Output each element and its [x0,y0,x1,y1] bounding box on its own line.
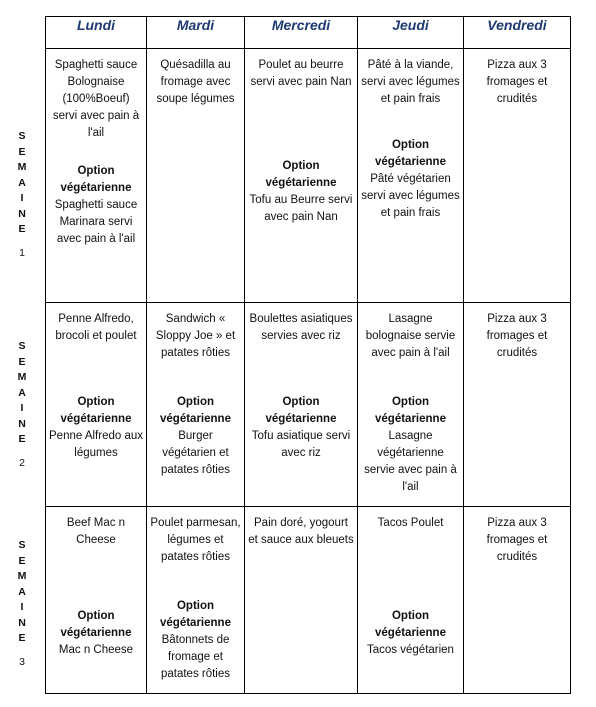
meal-main: Beef Mac n Cheese [66,517,126,546]
meal-main: Quésadilla au fromage avec soupe légumes [156,59,235,105]
week-label-letter: S [18,130,26,142]
meal-main: Pain doré, yogourt et sauce aux bleuets [248,517,354,546]
week-label-letter: E [18,223,26,235]
week-label-letter: E [18,433,26,445]
vegetarian-option [46,394,146,462]
vegetarian-option [245,158,357,226]
menu-cell-mercredi [245,507,358,694]
meal-main: Penne Alfredo, brocoli et poulet [55,313,137,342]
meal-main: Poulet au beurre servi avec pain Nan [250,59,352,88]
vegetarian-option-meal: Mac n Cheese [58,644,134,656]
vegetarian-option-title: Option végétarienne [375,139,446,168]
meal-main: Pâté à la viande, servi avec légumes et pain frais [361,59,460,105]
meal-main: Poulet parmesan, légumes et patates rôties [150,517,241,563]
week-label-letter: M [17,161,27,173]
vegetarian-option-title: Option végétarienne [375,610,446,639]
week-label-letter: A [18,386,26,399]
week-label-letter: E [18,554,26,567]
vegetarian-option-title: Option végétarienne [265,160,337,189]
vegetarian-option-meal: Spaghetti sauce Marinara servi avec pain à l'ail [54,199,138,245]
week-label-letter: E [18,632,26,644]
day-header-vendredi: Vendredi [464,17,571,49]
week-label-letter: A [18,176,26,189]
vegetarian-option-title: Option végétarienne [375,396,446,425]
vegetarian-option-meal: Bâtonnets de fromage et patates rôties [160,634,231,680]
week-label-letter: M [17,371,27,383]
vegetarian-option-meal: Lasagne végétarienne servie avec pain à l'ail [364,430,457,493]
week-row [46,303,571,507]
menu-cell-vendredi [464,507,571,694]
vegetarian-option-meal: Penne Alfredo aux légumes [49,430,143,459]
meal-main: Pizza aux 3 fromages et crudités [486,59,548,105]
week-label-letter: M [17,570,27,582]
vegetarian-option [245,394,357,462]
week-label-letter: I [20,402,24,414]
week-label-letter: N [18,207,26,220]
week-row [46,49,571,303]
day-header-lundi: Lundi [46,17,147,49]
meal-main: Lasagne bolognaise servie avec pain à l'ail [365,313,456,359]
vegetarian-option-title: Option végétarienne [160,396,231,425]
menu-cell-mardi [147,49,245,303]
week-label-letter: N [18,417,26,430]
week-label-letter: I [20,192,24,204]
menu-cell-lundi [46,507,147,694]
day-header-mardi: Mardi [147,17,245,49]
vegetarian-option-meal: Tofu asiatique servi avec riz [251,430,351,459]
week-row [46,507,571,694]
week-label-2 [10,339,34,471]
menu-cell-jeudi [358,303,464,507]
vegetarian-option-title: Option végétarienne [60,396,132,425]
vegetarian-option [147,394,244,479]
vegetarian-option-title: Option végétarienne [160,600,231,629]
vegetarian-option-meal: Pâté végétarien servi avec légumes et pain frais [361,173,460,219]
menu-table [45,16,571,694]
vegetarian-option [358,608,463,659]
menu-cell-jeudi [358,507,464,694]
menu-cell-lundi [46,49,147,303]
vegetarian-option-meal: Burger végétarien et patates rôties [160,430,231,476]
vegetarian-option [46,608,146,659]
menu-cell-vendredi [464,49,571,303]
week-label-letter: N [18,616,26,629]
vegetarian-option [358,137,463,222]
week-label-letter: A [18,585,26,598]
week-label-letter: I [20,601,24,613]
meal-main: Spaghetti sauce Bolognaise (100%Boeuf) servi avec pain à l'ail [52,59,140,139]
meal-main: Pizza aux 3 fromages et crudités [486,517,548,563]
menu-cell-mardi [147,303,245,507]
week-label-letter: E [18,355,26,368]
meal-main: Pizza aux 3 fromages et crudités [486,313,548,359]
vegetarian-option-meal: Tofu au Beurre servi avec pain Nan [249,194,353,223]
header-row [46,17,571,49]
vegetarian-option-title: Option végétarienne [60,610,132,639]
menu-cell-mercredi [245,49,358,303]
vegetarian-option-title: Option végétarienne [60,165,132,194]
vegetarian-option-meal: Tacos végétarien [367,644,454,656]
week-number: 2 [19,456,25,469]
week-label-letter: E [18,145,26,158]
meal-main: Boulettes asiatiques servies avec riz [249,313,353,342]
menu-cell-vendredi [464,303,571,507]
meal-main: Tacos Poulet [377,517,444,529]
week-label-letter: S [18,340,26,352]
vegetarian-option-title: Option végétarienne [265,396,337,425]
vegetarian-option [46,163,146,248]
menu-cell-jeudi [358,49,464,303]
menu-cell-lundi [46,303,147,507]
menu-cell-mercredi [245,303,358,507]
week-label-letter: S [18,539,26,551]
day-header-jeudi: Jeudi [358,17,464,49]
day-header-mercredi: Mercredi [245,17,358,49]
meal-main: Sandwich « Sloppy Joe » et patates rôties [155,313,236,359]
week-label-1 [10,129,34,261]
vegetarian-option [358,394,463,496]
week-number: 3 [19,655,25,668]
vegetarian-option [147,598,244,683]
week-number: 1 [19,246,25,259]
week-label-3 [10,538,34,670]
menu-cell-mardi [147,507,245,694]
